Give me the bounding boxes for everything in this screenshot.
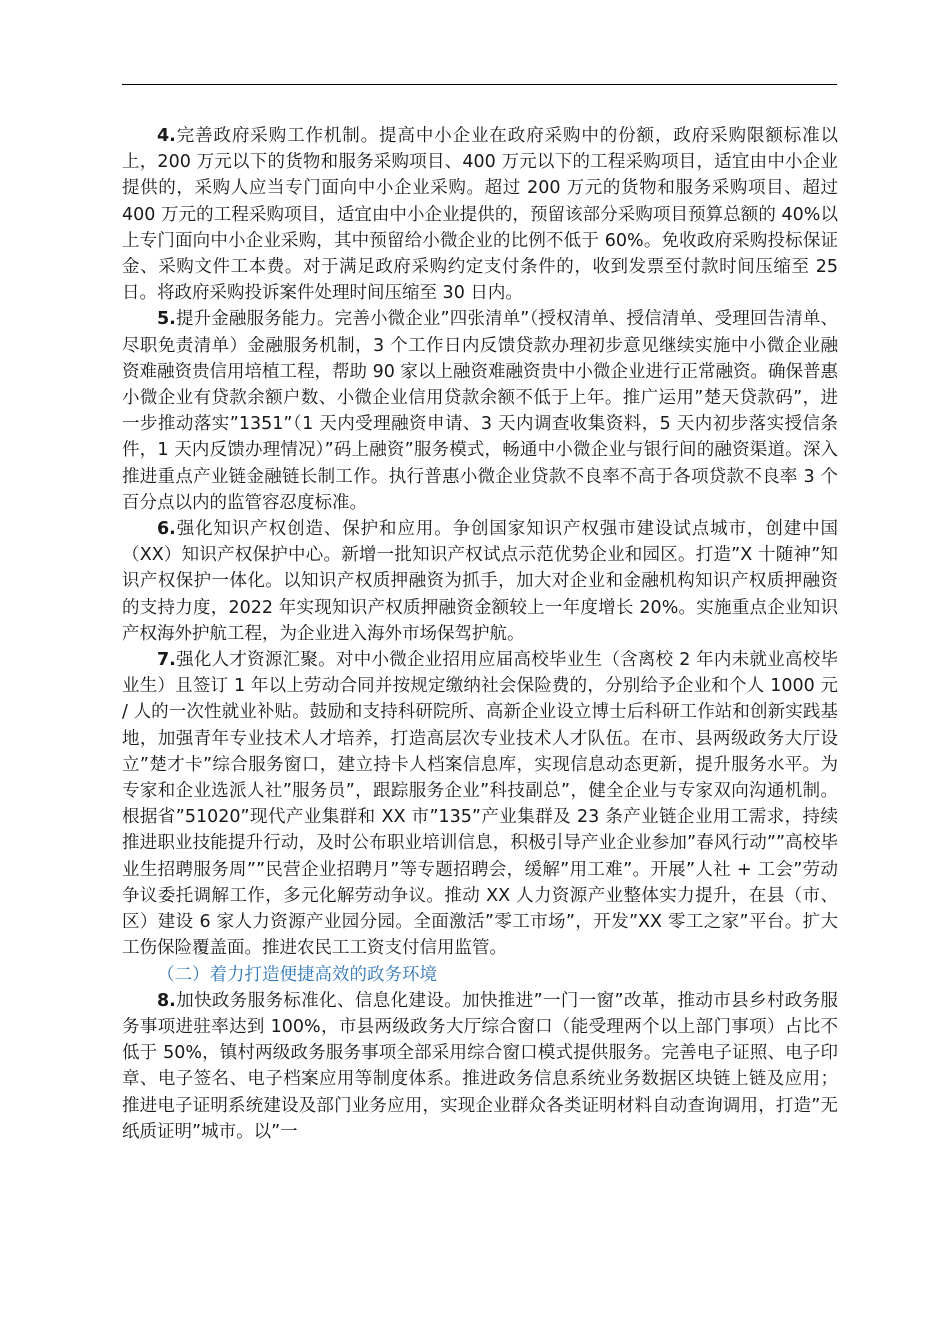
paragraph-number: 6. <box>157 519 176 540</box>
paragraph-7 <box>122 647 838 961</box>
paragraph-text: 提升金融服务能力。完善小微企业”四张清单”（授权清单、授信清单、受理回告清单、尽职免责清单）金融服务机制，3 个工作日内反馈贷款办理初步意见继续实施中小微企业融资难融资贵信用培植工程，帮助 90 家以上融资难融资贵中小微企业进行正常融资。确保普惠小微企业有贷款余额户数、小微企业信用贷款余额不低于上年。推广运用”楚天贷款码”，进一步推动落实”1351”（1 天内受理融资申请、3 天内调查收集资料，5 天内初步落实授信条件，1 天内反馈办理情况）”码上融资”服务模式，畅通中小微企业与银行间的融资渠道。深入推进重点产业链金融链长制工作。执行普惠小微企业贷款不良率不高于各项贷款不良率 3 个百分点以内的监管容忍度标准。 <box>122 309 838 513</box>
paragraph-number: 7. <box>157 650 176 671</box>
paragraph-number: 8. <box>157 990 176 1011</box>
document-body <box>122 123 838 1145</box>
header-rule <box>122 84 837 85</box>
paragraph-8 <box>122 988 838 1145</box>
paragraph-text: 强化知识产权创造、保护和应用。争创国家知识产权强市建设试点城市，创建中国（XX）知识产权保护中心。新增一批知识产权试点示范优势企业和园区。打造”X 十随神”知识产权保护一体化。以知识产权质押融资为抓手，加大对企业和金融机构知识产权质押融资的支持力度，2022 年实现知识产权质押融资金额较上一年度增长 20%。实施重点企业知识产权海外护航工程，为企业进入海外市场保驾护航。 <box>122 519 838 644</box>
paragraph-text: 强化人才资源汇聚。对中小微企业招用应届高校毕业生（含离校 2 年内未就业高校毕业生）且签订 1 年以上劳动合同并按规定缴纳社会保险费的，分别给予企业和个人 1000 元 / 人的一次性就业补贴。鼓励和支持科研院所、高新企业设立博士后科研工作站和创新实践基地，加强青年专业技术人才培养，打造高层次专业技术人才队伍。在市、县两级政务大厅设立”楚才卡”综合服务窗口，建立持卡人档案信息库，实现信息动态更新，提升服务水平。为专家和企业选派人社”服务员”，跟踪服务企业”科技副总”，健全企业与专家双向沟通机制。根据省”51020”现代产业集群和 XX 市”135”产业集群及 23 条产业链企业用工需求，持续推进职业技能提升行动，及时公布职业培训信息，积极引导产业企业参加”春风行动””高校毕业生招聘服务周””民营企业招聘月”等专题招聘会，缓解”用工难”。开展”人社 + 工会”劳动争议委托调解工作，多元化解劳动争议。推动 XX 人力资源产业整体实力提升，在县（市、区）建设 6 家人力资源产业园分园。全面激活”零工市场”，开发”XX 零工之家”平台。扩大工伤保险覆盖面。推进农民工工资支付信用监管。 <box>122 650 838 959</box>
paragraph-number: 5. <box>157 309 176 330</box>
paragraph-6 <box>122 516 838 647</box>
paragraph-4 <box>122 123 838 306</box>
paragraph-5 <box>122 306 838 516</box>
paragraph-text: 完善政府采购工作机制。提高中小企业在政府采购中的份额，政府采购限额标准以上，200 万元以下的货物和服务采购项目、400 万元以下的工程采购项目，适宜由中小企业提供的，采购人应当专门面向中小企业采购。超过 200 万元的货物和服务采购项目、超过 400 万元的工程采购项目，适宜由中小企业提供的，预留该部分采购项目预算总额的 40%以上专门面向中小企业采购，其中预留给小微企业的比例不低于 60%。免收政府采购投标保证金、采购文件工本费。对于满足政府采购约定支付条件的，收到发票至付款时间压缩至 25 日。将政府采购投诉案件处理时间压缩至 30 日内。 <box>122 126 838 304</box>
paragraph-text: 加快政务服务标准化、信息化建设。加快推进”一门一窗”改革，推动市县乡村政务服务事项进驻率达到 100%，市县两级政务大厅综合窗口（能受理两个以上部门事项）占比不低于 50%，镇村两级政务服务事项全部采用综合窗口模式提供服务。完善电子证照、电子印章、电子签名、电子档案应用等制度体系。推进政务信息系统业务数据区块链上链及应用；推进电子证明系统建设及部门业务应用，实现企业群众各类证明材料自动查询调用，打造”无纸质证明”城市。以”一 <box>122 990 838 1142</box>
paragraph-number: 4. <box>157 126 176 146</box>
section-heading: （二）着力打造便捷高效的政务环境 <box>157 964 437 985</box>
